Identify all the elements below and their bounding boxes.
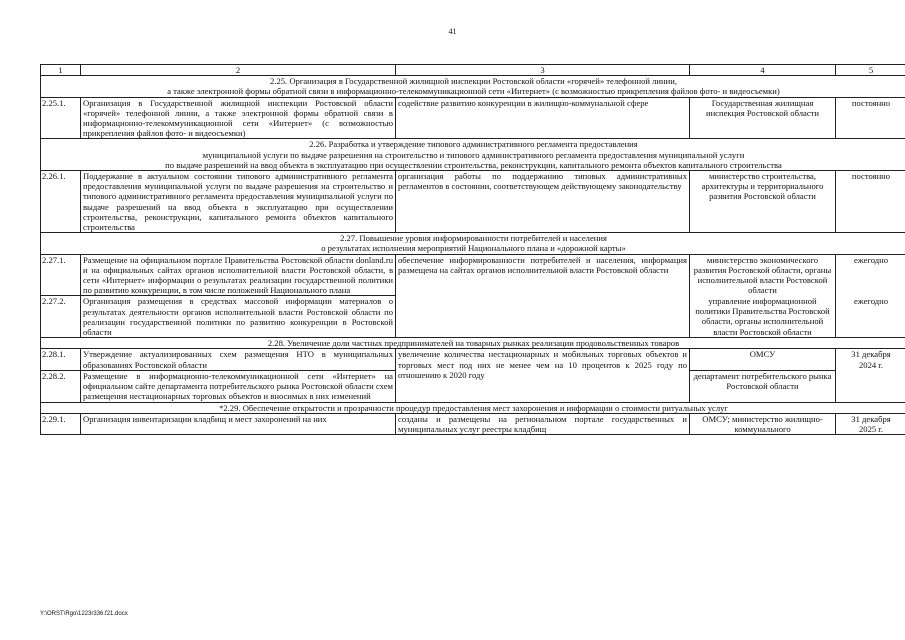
row-number: 2.25.1. (41, 97, 81, 139)
column-number: 4 (690, 65, 836, 76)
term-cell: постоянно (836, 171, 905, 233)
section-title: 2.28. Увеличение доли частных предпринимателей на товарных рынках реализации продовольственных товаров (41, 338, 905, 349)
action-cell: Размещение в информационно-телекоммуникационной сети «Интернет» на официальном сайте департамента потребительского рынка Ростовской области схем размещения нестационарных торговых объектов и вносимых в них изменений (81, 370, 396, 402)
row-number: 2.26.1. (41, 171, 81, 233)
table-row (41, 171, 905, 233)
responsible-cell: министерство строительства, архитектуры и территориального развития Ростовской области (690, 171, 836, 233)
section-header (41, 233, 905, 254)
term-cell: 31 декабря 2025 г. (836, 413, 905, 434)
section-header (41, 402, 905, 413)
action-cell: Организация в Государственной жилищной инспекции Ростовской области «горячей» телефонной линии, а также электронной формы обратной связи в информационно-телекоммуникационной сети «Интернет» (с возможностью прикрепления файлов фото- и видеосъемки) (81, 97, 396, 139)
column-number: 5 (836, 65, 905, 76)
responsible-cell: ОМСУ; министерство жилищно-коммунального (690, 413, 836, 434)
responsible-cell: Государственная жилищная инспекция Ростовской области (690, 97, 836, 139)
row-number: 2.29.1. (41, 413, 81, 434)
table-row (41, 349, 905, 370)
section-title: *2.29. Обеспечение открытости и прозрачности процедур предоставления мест захоронения и информации о стоимости ритуальных услуг (41, 402, 905, 413)
term-cell: 31 декабря 2024 г. (836, 349, 905, 402)
action-cell: Организация инвентаризации кладбищ и мест захоронений на них (81, 413, 396, 434)
responsible-cell: министерство экономического развития Ростовской области, органы исполнительной власти Ростовской области (690, 254, 836, 296)
term-cell: постоянно (836, 97, 905, 139)
section-title: 2.26. Разработка и утверждение типового административного регламента предоставления муниципальной услуги по выдаче разрешения на строительство и типового административного регламента предоставления муниципальной услуги по выдаче разрешений на ввод объекта в эксплуатацию при осуществлении строительства, реконструкции, капитального ремонта объектов капитального строительства (41, 139, 905, 171)
table-row (41, 413, 905, 434)
row-number: 2.27.2. (41, 296, 81, 338)
section-header (41, 338, 905, 349)
result-cell: организация работы по поддержанию типовых административных регламентов в состоянии, соответствующем действующему законодательству (396, 171, 690, 233)
row-number: 2.28.2. (41, 370, 81, 402)
responsible-cell: управление информационной политики Правительства Ростовской области, органы исполнительной власти Ростовской области (690, 296, 836, 338)
result-cell: содействие развитию конкуренции в жилищно-коммунальной сфере (396, 97, 690, 139)
term-cell: ежегодно (836, 296, 905, 338)
action-cell: Утверждение актуализированных схем размещения НТО в муниципальных образованиях Ростовской области (81, 349, 396, 370)
action-cell: Поддержание в актуальном состоянии типового административного регламента предоставления муниципальной услуги по выдаче разрешения на строительство и типового административного регламента предоставления муниципальной услуги по выдаче разрешений на ввод объекта в эксплуатацию при осуществлении строительства, реконструкции, капитального ремонта объектов капитального строительства (81, 171, 396, 233)
section-title: 2.25. Организация в Государственной жилищной инспекции Ростовской области «горячей» телефонной линии, а также электронной формы обратной связи в информационно-телекоммуникационной сети «Интернет» (с возможностью прикрепления файлов фото- и видеосъемки) (41, 76, 905, 97)
result-cell: обеспечение информированности потребителей и населения, информация размещена на сайтах органов исполнительной власти Ростовской области (396, 254, 690, 338)
measures-table (40, 64, 905, 435)
section-title: 2.27. Повышение уровня информированности потребителей и населения о результатах исполнения мероприятий Национального плана и «дорожной карты» (41, 233, 905, 254)
action-cell: Размещение на официальном портале Правительства Ростовской области donland.ru и на официальных сайтах органов исполнительной власти Ростовской области, в сети «Интернет» информации о результатах реализации государственной политики по развитию конкуренции, в том числе положений Национального плана (81, 254, 396, 296)
page-number: 41 (448, 27, 457, 36)
table-row (41, 97, 905, 139)
action-cell: Организация размещения в средствах массовой информации материалов о результатах деятельности органов исполнительной власти Ростовской области по реализации государственной политики по развитию конкуренции в Ростовской области (81, 296, 396, 338)
term-cell: ежегодно (836, 254, 905, 296)
column-number: 1 (41, 65, 81, 76)
section-header (41, 76, 905, 97)
responsible-cell: департамент потребительского рынка Ростовской области (690, 370, 836, 402)
result-cell: созданы и размещены на региональном портале государственных и муниципальных услуг реестры кладбищ (396, 413, 690, 434)
responsible-cell: ОМСУ (690, 349, 836, 370)
table-row (41, 254, 905, 296)
section-header (41, 139, 905, 171)
result-cell: увеличение количества нестационарных и мобильных торговых объектов и торговых мест под них не менее чем на 10 процентов к 2025 году по отношению к 2020 году (396, 349, 690, 402)
file-path-footer: Y:\ORST\Rgo\1223r336.f21.docx (40, 611, 128, 617)
column-number: 2 (81, 65, 396, 76)
row-number: 2.27.1. (41, 254, 81, 296)
row-number: 2.28.1. (41, 349, 81, 370)
column-number-row (41, 65, 905, 76)
column-number: 3 (396, 65, 690, 76)
